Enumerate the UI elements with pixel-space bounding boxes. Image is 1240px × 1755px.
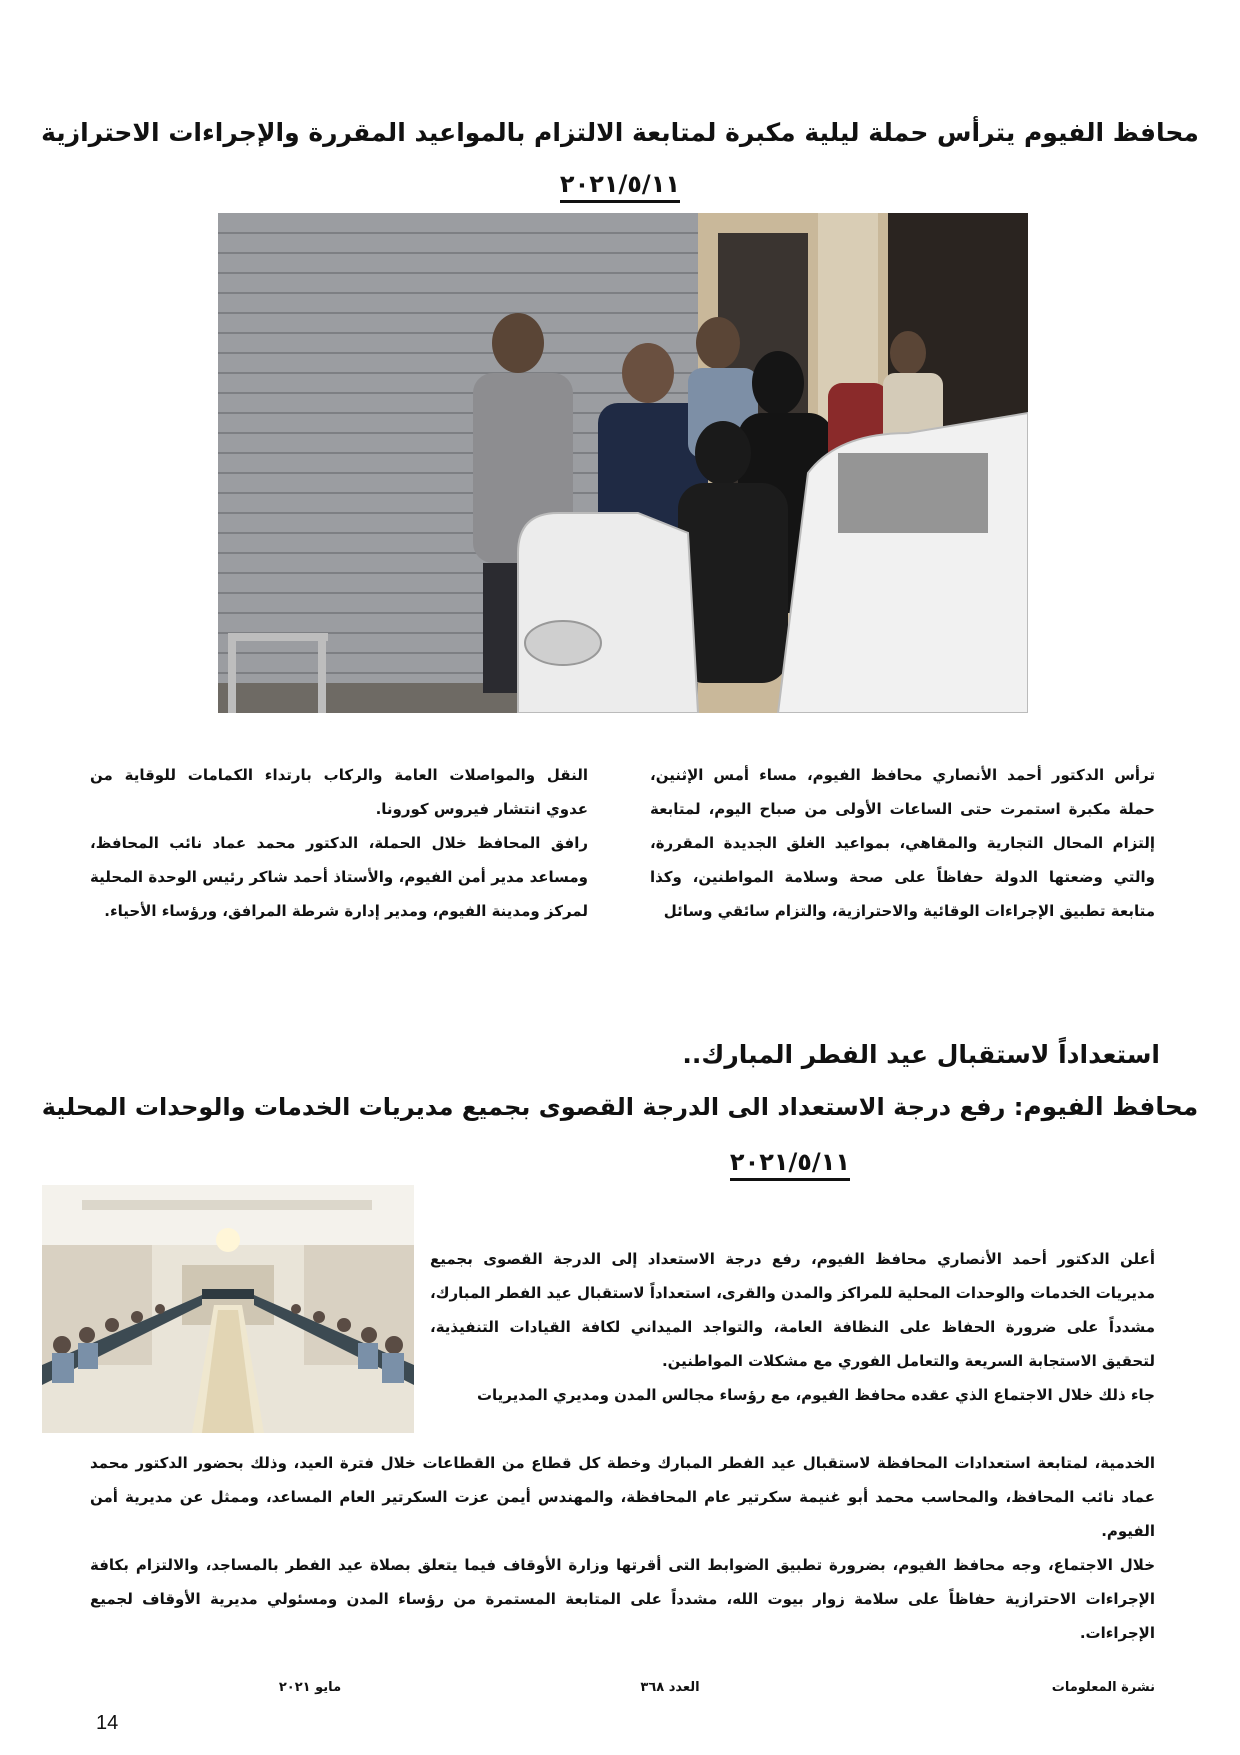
article2-paragraph-2-start: جاء ذلك خلال الاجتماع الذي عقده محافظ الفيوم، مع رؤساء مجالس المدن ومديري المديريات xyxy=(476,1386,1155,1404)
article2-headline-lead: محافظ الفيوم xyxy=(1023,1092,1199,1121)
article2-intro-block xyxy=(430,1242,1155,1412)
footer-issue: العدد ٣٦٨ xyxy=(640,1680,700,1695)
article2-paragraph-1: أعلن الدكتور أحمد الأنصاري محافظ الفيوم، رفع درجة الاستعداد إلى الدرجة القصوى بجميع مديريات الخدمات والوحدات المحلية للمراكز والمدن والقرى، استعداداً لاستقبال عيد الفطر المبارك، مشدداً على ضرورة الحفاظ على النظافة العامة، والتواجد الميداني لكافة القيادات التنفيذية، لتحقيق الاستجابة السريعة والتعامل الفوري مع مشكلات المواطنين. xyxy=(430,1250,1155,1370)
page-number: 14 xyxy=(96,1712,119,1734)
article2-kicker: استعداداً لاستقبال عيد الفطر المبارك.. xyxy=(682,1040,1160,1069)
article2-headline xyxy=(40,1092,1200,1121)
article2-body-block xyxy=(90,1446,1155,1650)
article2-paragraph-2-rest: الخدمية، لمتابعة استعدادات المحافظة لاستقبال عيد الفطر المبارك وخطة كل قطاع من القطاعات خلال فترة العيد، وذلك بحضور الدكتور محمد عماد نائب المحافظ، والمحاسب محمد أبو غنيمة سكرتير عام المحافظة، والمهندس أيمن عزت السكرتير العام المساعد، وممثل عن مديرية أمن الفيوم. xyxy=(90,1454,1155,1540)
article1-paragraph-1: ترأس الدكتور أحمد الأنصاري محافظ الفيوم، مساء أمس الإثنين، حملة مكبرة استمرت حتى الساعات الأولى من صباح اليوم، لمتابعة إلتزام المحال التجارية والمقاهي، بمواعيد الغلق الجديدة المقررة، والتي وضعتها الدولة حفاظاً على صحة وسلامة المواطنين، وكذا متابعة تطبيق الإجراءات الوقائية والاحترازية، والتزام سائقي وسائل xyxy=(650,766,1155,920)
article1-headline: محافظ الفيوم يترأس حملة ليلية مكبرة لمتابعة الالتزام بالمواعيد المقررة والإجراءات الاحترازية xyxy=(41,118,1199,147)
footer-publication: نشرة المعلومات xyxy=(1051,1680,1155,1695)
street-campaign-photo xyxy=(218,213,1028,713)
article2-headline-rest: : رفع درجة الاستعداد الى الدرجة القصوى بجميع مديريات الخدمات والوحدات المحلية xyxy=(41,1093,1024,1121)
article1-paragraph-3: رافق المحافظ خلال الحملة، الدكتور محمد عماد نائب المحافظ، ومساعد مدير أمن الفيوم، والأستاذ أحمد شاكر رئيس الوحدة المحلية لمركز ومدينة الفيوم، ومدير إدارة شرطة المرافق، ورؤساء الأحياء. xyxy=(90,834,588,920)
article1-paragraph-2: النقل والمواصلات العامة والركاب بارتداء الكمامات للوقاية من عدوي انتشار فيروس كورونا. xyxy=(90,766,588,818)
article1-column-left xyxy=(90,758,588,928)
article1-column-right xyxy=(650,758,1155,928)
footer-month: مايو ٢٠٢١ xyxy=(278,1680,342,1695)
article2-date: ٢٠٢١/٥/١١ xyxy=(730,1148,850,1181)
article2-paragraph-3: خلال الاجتماع، وجه محافظ الفيوم، بضرورة تطبيق الضوابط التى أقرتها وزارة الأوقاف فيما يتعلق بصلاة عيد الفطر بالمساجد، والالتزام بكافة الإجراءات الاحترازية حفاظاً على سلامة زوار بيوت الله، مشدداً على المتابعة المستمرة من رؤساء المدن ومسئولي مديرية الأوقاف لجميع الإجراءات. xyxy=(90,1556,1155,1642)
article1-date: ٢٠٢١/٥/١١ xyxy=(560,170,680,203)
meeting-hall-photo xyxy=(42,1185,414,1433)
